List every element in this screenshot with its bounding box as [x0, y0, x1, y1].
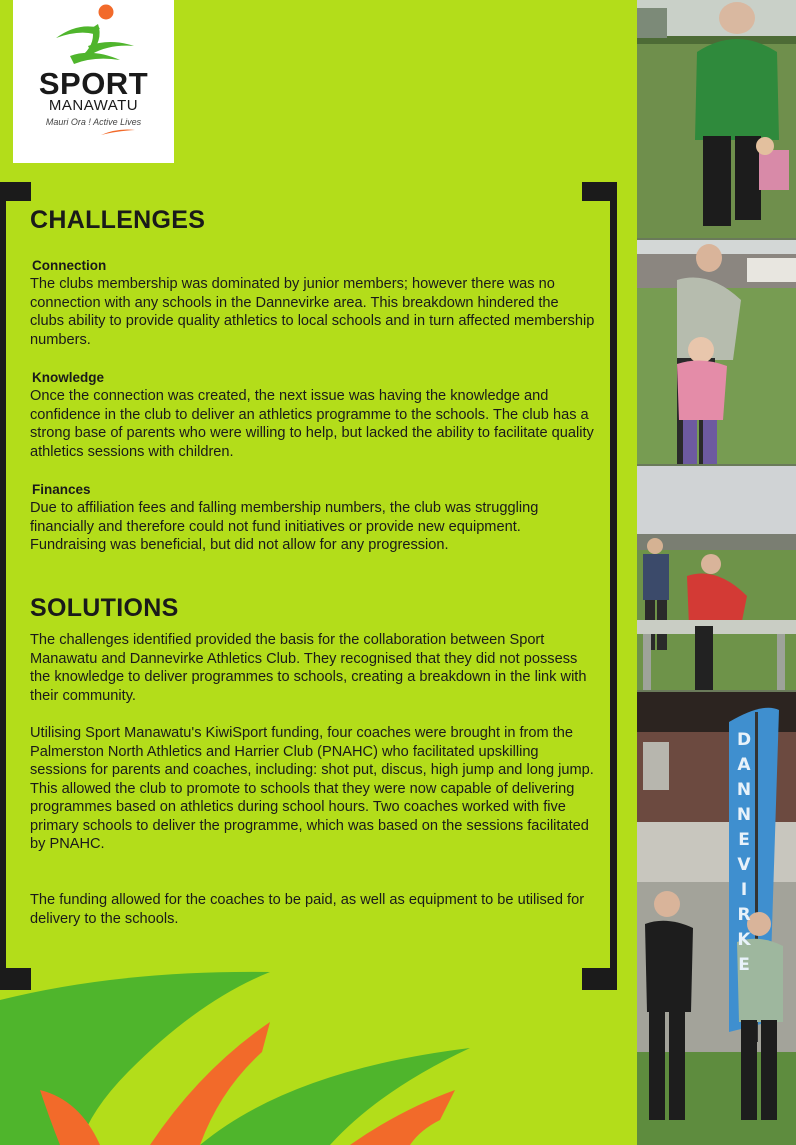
tagline-swoosh-icon: [101, 128, 135, 136]
finances-subheading: Finances: [32, 482, 91, 497]
banner-letter: V: [737, 855, 751, 875]
right-bracket: [610, 182, 617, 990]
left-bracket: [0, 182, 6, 990]
photo-woman-and-girl: [637, 240, 796, 464]
photo-athletes-at-bench: [637, 466, 796, 690]
solutions-paragraph-2: Utilising Sport Manawatu's KiwiSport funding, four coaches were brought in from the Palmerston North Athletics and Harrier Club (PNAHC) who facilitated upskilling sessions for parents and coaches, including: shot put, discus, high jump and long jump. This allowed the club to promote to schools that they were now capable of delivering programmes based on athletics during school hours. Two coaches worked with five primary schools to deliver the programme, which was based on the sessions facilitated by PNAHC.: [30, 725, 594, 852]
solutions-paragraph-3: The funding allowed for the coaches to be paid, as well as equipment to be utilised for delivery to the schools.: [30, 892, 585, 927]
photo-strip: [637, 0, 796, 1145]
logo-tagline: Mauri Ora ! Active Lives: [45, 117, 142, 127]
connection-paragraph: The clubs membership was dominated by junior members; however there was no connection with any schools in the Dannevirke area. This breakdown hindered the clubs ability to provide quality athletics to local schools and in turn affected membership numbers.: [30, 276, 595, 348]
logo-region-text: MANAWATU: [48, 97, 139, 114]
solutions-paragraph-1: The challenges identified provided the basis for the collaboration between Sport Manawatu and Dannevirke Athletics Club. They recognised that they did not possess the knowledge to deliver programmes to schools, creating a breakdown in the link with their community.: [30, 632, 587, 704]
solutions-heading: SOLUTIONS: [30, 594, 179, 622]
banner-letters: [734, 728, 754, 978]
banner-letter: E: [738, 830, 750, 850]
challenges-heading: CHALLENGES: [30, 206, 206, 234]
banner-letter: D: [736, 730, 752, 750]
left-bracket-top: [0, 182, 31, 201]
banner-letter: K: [737, 930, 751, 950]
banner-letter: N: [736, 805, 752, 825]
photo-handshake-with-banner: [637, 692, 796, 1145]
knowledge-paragraph: Once the connection was created, the next issue was having the knowledge and confidence in the club to deliver an athletics programme to the schools. The club has a strong base of parents who were willing to help, but lacked the ability to facilitate quality athletics sessions with children.: [30, 388, 594, 460]
decorative-leaves: [0, 960, 636, 1145]
banner-letter: R: [737, 905, 751, 925]
right-bracket-top: [582, 182, 617, 201]
banner-letter: I: [740, 880, 748, 900]
sport-manawatu-logo: [13, 0, 174, 163]
banner-letter: A: [737, 755, 751, 775]
connection-subheading: Connection: [32, 258, 107, 273]
banner-letter: N: [736, 780, 752, 800]
knowledge-subheading: Knowledge: [32, 370, 105, 385]
finances-paragraph: Due to affiliation fees and falling membership numbers, the club was struggling financially and therefore could not fund initiatives or provide new equipment. Fundraising was beneficial, but did not allow for any progression.: [30, 500, 539, 553]
logo-sport-text: SPORT: [38, 66, 149, 101]
photo-coach-green-hoodie: [637, 0, 796, 238]
runner-logo-icon: [48, 2, 138, 68]
banner-letter: E: [738, 955, 750, 975]
